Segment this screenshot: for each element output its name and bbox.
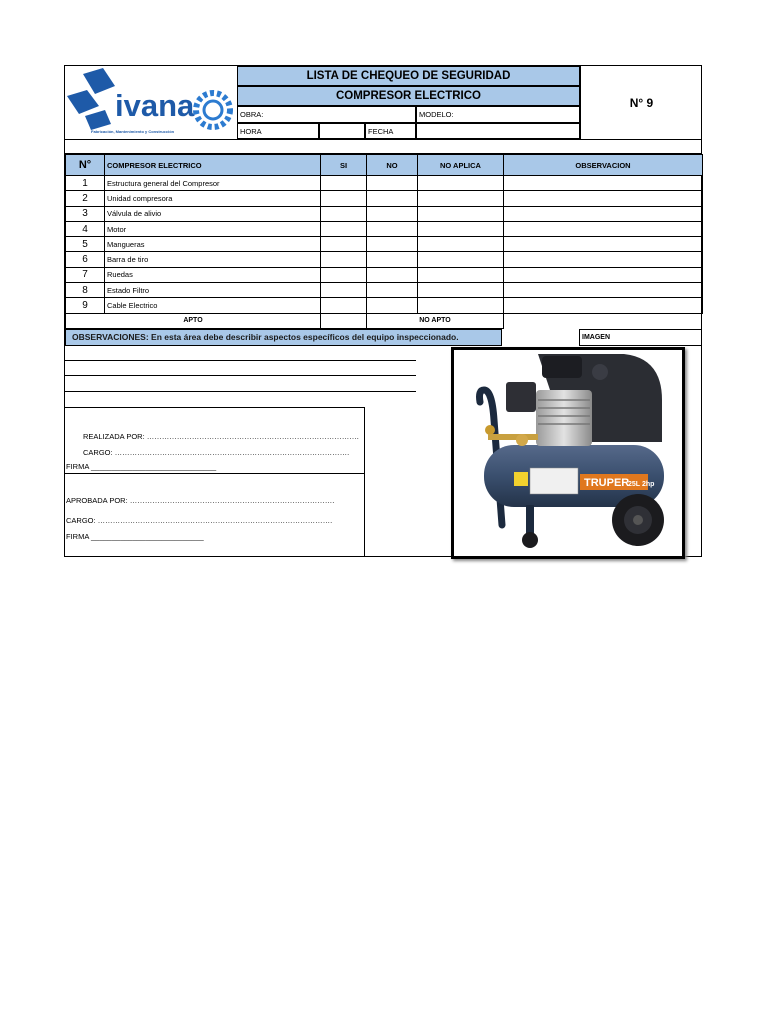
col-observacion: OBSERVACION <box>504 155 703 176</box>
col-num: N° <box>66 155 105 176</box>
air-compressor-icon <box>454 350 682 556</box>
row-number: 3 <box>66 206 105 221</box>
row-label: Ruedas <box>105 267 321 282</box>
col-no-aplica: NO APLICA <box>418 155 504 176</box>
row-number: 2 <box>66 191 105 206</box>
table-row <box>66 267 703 282</box>
checklist-table <box>65 154 703 329</box>
no-aplica-cell[interactable] <box>418 237 504 252</box>
table-row <box>66 237 703 252</box>
si-cell[interactable] <box>321 221 367 236</box>
form-number: N° 9 <box>580 66 702 139</box>
row-label: Mangueras <box>105 237 321 252</box>
no-cell[interactable] <box>367 252 418 267</box>
no-cell[interactable] <box>367 176 418 191</box>
table-header <box>66 155 703 176</box>
table-row <box>66 252 703 267</box>
si-cell[interactable] <box>321 283 367 298</box>
fecha-label: FECHA <box>365 123 416 139</box>
no-cell[interactable] <box>367 283 418 298</box>
si-cell[interactable] <box>321 206 367 221</box>
si-cell[interactable] <box>321 191 367 206</box>
table-row <box>66 221 703 236</box>
no-cell[interactable] <box>367 298 418 313</box>
svg-text:ivana: ivana <box>115 88 195 123</box>
checklist-sheet <box>64 65 702 557</box>
no-cell[interactable] <box>367 206 418 221</box>
no-cell[interactable] <box>367 191 418 206</box>
no-aplica-cell[interactable] <box>418 298 504 313</box>
cargo-field[interactable]: CARGO: …………………………………………………………………………………. <box>66 516 333 525</box>
signature-block <box>65 407 365 557</box>
realizada-por-field[interactable]: REALIZADA POR: …………………………………………………………………………. <box>83 432 359 441</box>
si-cell[interactable] <box>321 267 367 282</box>
table-row <box>66 283 703 298</box>
si-cell[interactable] <box>321 252 367 267</box>
form-subtitle: COMPRESOR ELECTRICO <box>237 86 580 106</box>
row-label: Motor <box>105 221 321 236</box>
row-number: 1 <box>66 176 105 191</box>
si-cell[interactable] <box>321 176 367 191</box>
col-si: SI <box>321 155 367 176</box>
modelo-field[interactable]: MODELO: <box>416 106 580 123</box>
row-number: 6 <box>66 252 105 267</box>
observacion-line[interactable] <box>65 360 416 361</box>
form-title: LISTA DE CHEQUEO DE SEGURIDAD <box>237 66 580 86</box>
firma-field[interactable]: FIRMA ___________________________ <box>66 532 204 541</box>
observacion-cell[interactable] <box>504 206 703 221</box>
row-label: Cable Electrico <box>105 298 321 313</box>
no-aplica-cell[interactable] <box>418 267 504 282</box>
photo-power: 2hp <box>642 481 655 488</box>
observacion-line[interactable] <box>65 391 416 392</box>
spacer-row <box>65 139 702 154</box>
row-number: 8 <box>66 283 105 298</box>
observacion-cell[interactable] <box>504 221 703 236</box>
row-number: 4 <box>66 221 105 236</box>
observaciones-bar <box>65 329 502 346</box>
observacion-cell[interactable] <box>504 176 703 191</box>
apto-cell[interactable] <box>321 313 367 328</box>
obra-field[interactable]: OBRA: <box>237 106 416 123</box>
table-row <box>66 206 703 221</box>
divider <box>65 473 365 474</box>
company-logo <box>65 66 237 139</box>
hora-label: HORA <box>237 123 319 139</box>
col-item: COMPRESOR ELECTRICO <box>105 155 321 176</box>
no-aplica-cell[interactable] <box>418 221 504 236</box>
photo-brand: TRUPER <box>584 477 630 489</box>
observacion-cell[interactable] <box>504 191 703 206</box>
firma-field[interactable]: FIRMA ______________________________ <box>66 462 217 471</box>
no-cell[interactable] <box>367 237 418 252</box>
no-aplica-cell[interactable] <box>418 252 504 267</box>
row-number: 5 <box>66 237 105 252</box>
apto-row <box>66 313 703 328</box>
no-apto-label: NO APTO <box>367 313 504 328</box>
table-row <box>66 176 703 191</box>
observaciones-text: En esta área debe describir aspectos específicos del equipo inspeccionado. <box>151 332 459 342</box>
aprobada-por-field[interactable]: APROBADA POR: ………………………………………………………………………. <box>66 496 335 505</box>
observacion-cell[interactable] <box>504 283 703 298</box>
compressor-image <box>451 347 685 559</box>
no-aplica-cell[interactable] <box>418 283 504 298</box>
fecha-field[interactable] <box>416 123 580 139</box>
apto-label: APTO <box>66 313 321 328</box>
row-number: 9 <box>66 298 105 313</box>
row-label: Barra de tiro <box>105 252 321 267</box>
cargo-field[interactable]: CARGO: …………………………………………………………………………………. <box>83 448 350 457</box>
no-aplica-cell[interactable] <box>418 176 504 191</box>
row-label: Estructura general del Compresor <box>105 176 321 191</box>
imagen-label: IMAGEN <box>579 329 702 346</box>
hora-field[interactable] <box>319 123 365 139</box>
table-row <box>66 298 703 313</box>
row-label: Unidad compresora <box>105 191 321 206</box>
observacion-cell[interactable] <box>504 298 703 313</box>
no-cell[interactable] <box>367 267 418 282</box>
observacion-line[interactable] <box>65 375 416 376</box>
logo-tagline: Fabricación, Mantenimiento y Construcción <box>91 129 175 134</box>
row-label: Estado Filtro <box>105 283 321 298</box>
observaciones-label: OBSERVACIONES: <box>72 332 149 342</box>
observacion-cell[interactable] <box>504 267 703 282</box>
no-aplica-cell[interactable] <box>418 206 504 221</box>
observacion-cell[interactable] <box>504 237 703 252</box>
no-apto-cell[interactable] <box>504 313 703 328</box>
row-number: 7 <box>66 267 105 282</box>
observacion-cell[interactable] <box>504 252 703 267</box>
table-row <box>66 191 703 206</box>
no-cell[interactable] <box>367 221 418 236</box>
no-aplica-cell[interactable] <box>418 191 504 206</box>
si-cell[interactable] <box>321 237 367 252</box>
row-label: Válvula de alivio <box>105 206 321 221</box>
photo-capacity: 25L <box>628 481 641 488</box>
si-cell[interactable] <box>321 298 367 313</box>
col-no: NO <box>367 155 418 176</box>
